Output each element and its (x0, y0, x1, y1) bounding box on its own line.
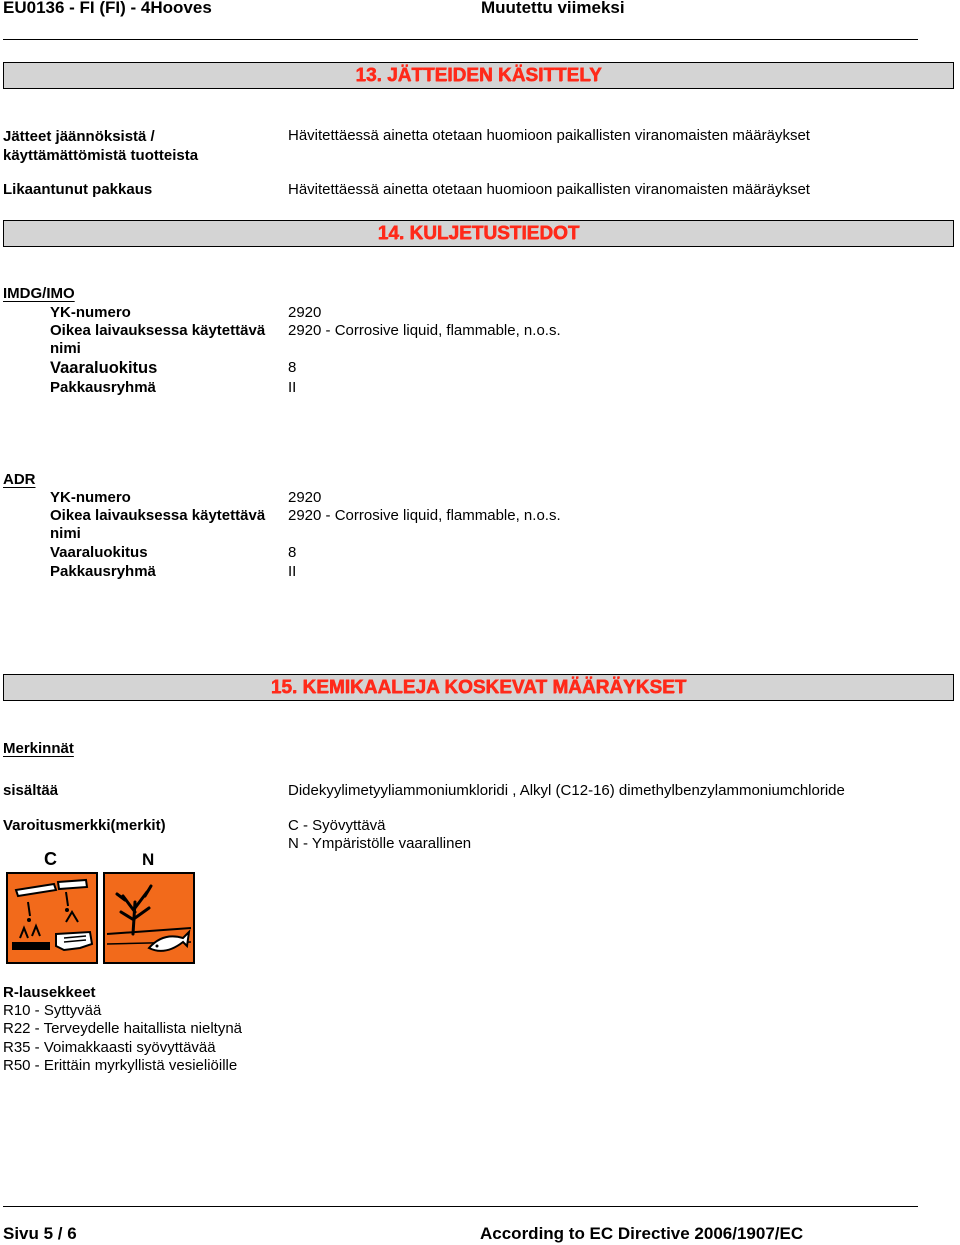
section-15-title: 15. KEMIKAALEJA KOSKEVAT MÄÄRÄYKSET (3, 674, 954, 701)
symbol-c-text: C - Syövyttävä (288, 817, 386, 834)
adr-un-number-value: 2920 (288, 489, 322, 506)
symbol-c-letter: C (44, 849, 57, 869)
r-phrase-r10: R10 - Syttyvää (3, 1002, 102, 1019)
imdg-packing-group-value: II (288, 379, 297, 396)
imdg-un-number-value: 2920 (288, 304, 322, 321)
adr-shipping-name-value: 2920 - Corrosive liquid, flammable, n.o.s. (288, 507, 561, 524)
imdg-hazard-class-value: 8 (288, 359, 297, 376)
document-id: EU0136 - FI (FI) - 4Hooves (3, 0, 212, 17)
symbol-n-letter: N (142, 850, 155, 869)
imdg-un-number-label: YK-numero (50, 304, 131, 321)
imdg-heading: IMDG/IMO (3, 285, 75, 302)
adr-hazard-class-label: Vaaraluokitus (50, 544, 148, 561)
hazard-symbols-label: Varoitusmerkki(merkit) (3, 817, 166, 834)
symbol-n-text: N - Ympäristölle vaarallinen (288, 835, 472, 852)
contains-label: sisältää (3, 782, 59, 799)
footer-divider (3, 1206, 918, 1207)
contaminated-packaging-value: Hävitettäessä ainetta otetaan huomioon paikallisten viranomaisten määräykset (288, 181, 810, 198)
labelling-heading: Merkinnät (3, 740, 74, 757)
imdg-shipping-name-label: Oikea laivauksessa käytettävä nimi (50, 322, 266, 357)
section-13-title: 13. JÄTTEIDEN KÄSITTELY (3, 62, 954, 89)
adr-hazard-class-value: 8 (288, 544, 297, 561)
waste-residues-label: Jätteet jäännöksistä / käyttämättömistä tuotteista (3, 128, 199, 164)
r-phrase-r50: R50 - Erittäin myrkyllistä vesieliöille (3, 1057, 238, 1074)
r-phrases-heading: R-lausekkeet (3, 984, 96, 1001)
modified-label: Muutettu viimeksi (481, 0, 625, 17)
section-14-title: 14. KULJETUSTIEDOT (3, 220, 954, 247)
corrosive-icon (6, 872, 98, 964)
r-phrase-r22: R22 - Terveydelle haitallista nieltynä (3, 1020, 243, 1037)
imdg-hazard-class-label: Vaaraluokitus (50, 359, 158, 377)
contains-value: Didekyylimetyyliammoniumkloridi , Alkyl (C12-16) dimethylbenzylammoniumchloride (288, 782, 845, 799)
header-divider (3, 39, 918, 40)
imdg-shipping-name-value: 2920 - Corrosive liquid, flammable, n.o.s. (288, 322, 561, 339)
r-phrase-r35: R35 - Voimakkaasti syövyttävää (3, 1039, 216, 1056)
waste-residues-value: Hävitettäessä ainetta otetaan huomioon paikallisten viranomaisten määräykset (288, 127, 810, 144)
adr-heading: ADR (3, 471, 36, 488)
directive-note: According to EC Directive 2006/1907/EC (480, 1224, 804, 1243)
contaminated-packaging-label: Likaantunut pakkaus (3, 181, 153, 198)
adr-un-number-label: YK-numero (50, 489, 131, 506)
adr-packing-group-label: Pakkausryhmä (50, 563, 156, 580)
page-number: Sivu 5 / 6 (3, 1224, 77, 1243)
adr-shipping-name-label: Oikea laivauksessa käytettävä nimi (50, 507, 266, 542)
imdg-packing-group-label: Pakkausryhmä (50, 379, 156, 396)
adr-packing-group-value: II (288, 563, 297, 580)
environment-hazard-icon (103, 872, 195, 964)
